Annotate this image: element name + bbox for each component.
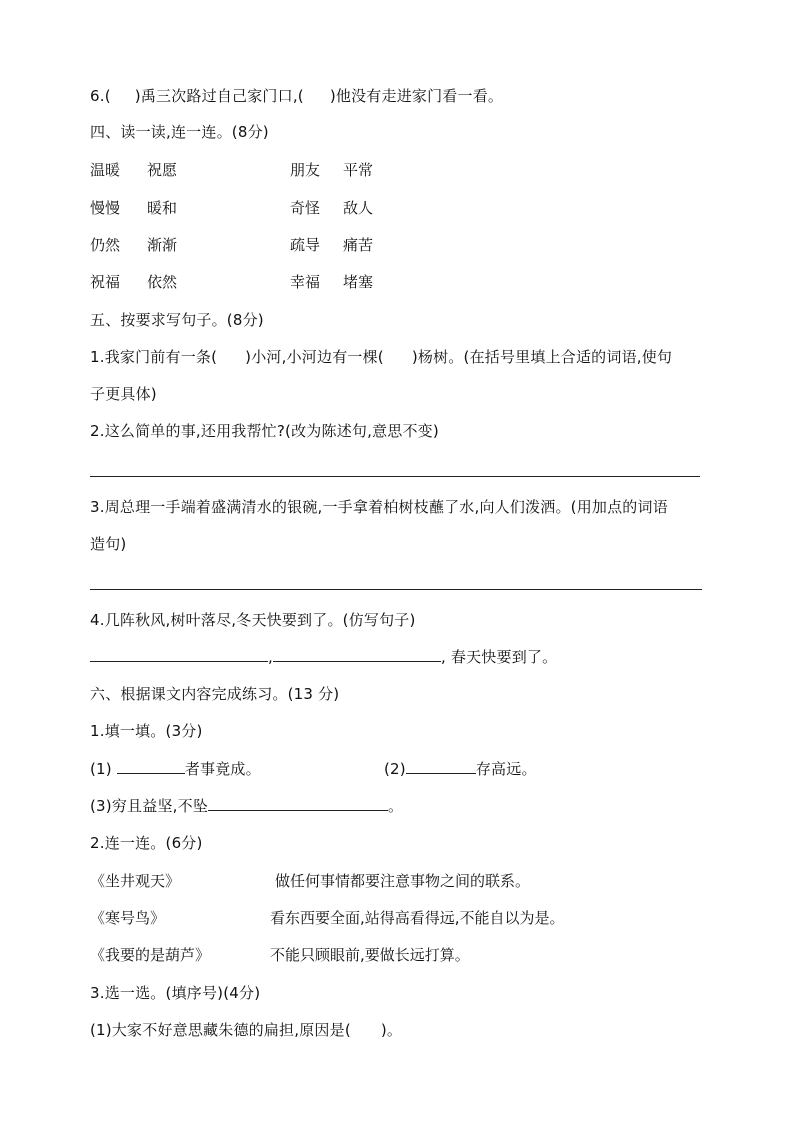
answer-line[interactable] <box>90 476 700 477</box>
section-6-choose-title: 3.选一选。(填序号)(4分) <box>90 984 261 1002</box>
answer-blank[interactable] <box>406 759 476 774</box>
question-text: 存高远。 <box>475 760 537 778</box>
match-left-item[interactable]: 《寒号鸟》 <box>90 909 166 927</box>
answer-line[interactable] <box>90 589 702 590</box>
question-6-part1: 6.( <box>90 87 111 105</box>
match-left-item[interactable]: 《我要的是葫芦》 <box>90 946 211 964</box>
fill-item-1 <box>90 759 261 779</box>
question-text: 。 <box>388 797 404 815</box>
question-text: (1)大家不好意思藏朱德的扁担,原因是( <box>90 1021 351 1039</box>
fill-item-3 <box>90 796 403 816</box>
question-text: , 春天快要到了。 <box>440 648 558 666</box>
question-text: (2) <box>384 760 406 778</box>
section-5-question-1 <box>90 347 672 367</box>
word-item[interactable]: 仍然 <box>90 236 121 254</box>
word-item[interactable]: 祝福 <box>90 273 121 291</box>
choose-item-1 <box>90 1020 402 1040</box>
section-5-question-4-answer <box>90 647 557 667</box>
question-text: (3)穷且益坚,不坠 <box>90 797 209 815</box>
word-item[interactable]: 堵塞 <box>343 273 374 291</box>
section-5-title: 五、按要求写句子。(8分) <box>90 311 264 329</box>
section-6-title: 六、根据课文内容完成练习。(13 分) <box>90 685 340 703</box>
question-text: 1.我家门前有一条( <box>90 348 218 366</box>
word-item[interactable]: 渐渐 <box>147 236 178 254</box>
word-item[interactable]: 奇怪 <box>290 199 321 217</box>
answer-blank[interactable] <box>208 796 388 811</box>
fill-item-2 <box>384 759 537 779</box>
word-item[interactable]: 温暖 <box>90 161 121 179</box>
word-item[interactable]: 幸福 <box>290 273 321 291</box>
question-6-part3: )他没有走进家门看一看。 <box>329 87 504 105</box>
section-5-question-3-cont: 造句) <box>90 535 127 553</box>
word-item[interactable]: 朋友 <box>290 161 321 179</box>
word-item[interactable]: 疏导 <box>290 236 321 254</box>
section-5-question-3: 3.周总理一手端着盛满清水的银碗,一手拿着柏树枝蘸了水,向人们泼洒。(用加点的词语 <box>90 498 668 516</box>
word-item[interactable]: 依然 <box>147 273 178 291</box>
question-text: )小河,小河边有一棵( <box>245 348 384 366</box>
question-6-part2: )禹三次路过自己家门口,( <box>134 87 304 105</box>
section-6-match-title: 2.连一连。(6分) <box>90 834 203 852</box>
answer-blank[interactable] <box>90 647 268 662</box>
question-text: (1) <box>90 760 117 778</box>
word-item[interactable]: 暖和 <box>147 199 178 217</box>
question-6 <box>90 86 503 106</box>
section-5-question-2: 2.这么简单的事,还用我帮忙?(改为陈述句,意思不变) <box>90 422 439 440</box>
match-right-item[interactable]: 不能只顾眼前,要做长远打算。 <box>270 946 470 964</box>
word-item[interactable]: 平常 <box>343 161 374 179</box>
match-left-item[interactable]: 《坐井观天》 <box>90 872 181 890</box>
section-4-title: 四、读一读,连一连。(8分) <box>90 123 269 141</box>
word-item[interactable]: 痛苦 <box>343 236 374 254</box>
section-5-question-4: 4.几阵秋风,树叶落尽,冬天快要到了。(仿写句子) <box>90 611 416 629</box>
section-5-question-1-cont: 子更具体) <box>90 385 157 403</box>
match-right-item[interactable]: 做任何事情都要注意事物之间的联系。 <box>275 872 531 890</box>
word-item[interactable]: 祝愿 <box>147 161 178 179</box>
separator: , <box>268 648 273 666</box>
match-right-item[interactable]: 看东西要全面,站得高看得远,不能自以为是。 <box>270 909 565 927</box>
answer-blank[interactable] <box>117 759 185 774</box>
question-text: )杨树。(在括号里填上合适的词语,使句 <box>411 348 673 366</box>
answer-blank[interactable] <box>273 647 441 662</box>
question-text: 者事竟成。 <box>184 760 261 778</box>
question-text: )。 <box>380 1021 403 1039</box>
word-item[interactable]: 敌人 <box>343 199 374 217</box>
word-item[interactable]: 慢慢 <box>90 199 121 217</box>
section-6-fill-title: 1.填一填。(3分) <box>90 722 203 740</box>
